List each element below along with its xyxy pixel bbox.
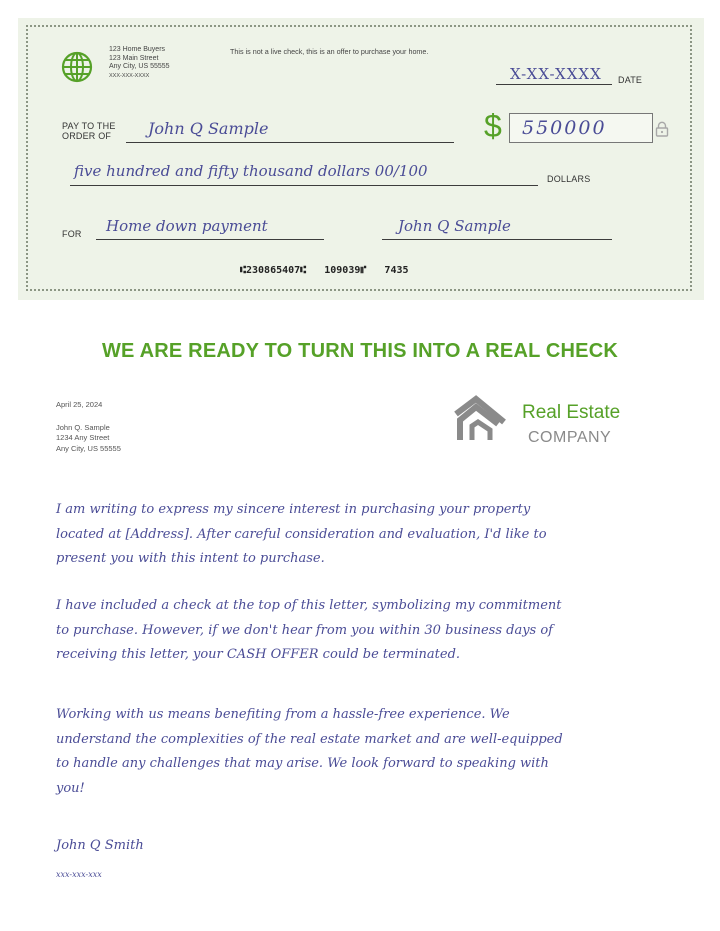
letter-line: Working with us means benefiting from a hassle-free experience. We bbox=[56, 707, 510, 722]
micr-line: ⑆230865407⑆ 109039⑈ 7435 bbox=[240, 265, 409, 276]
headline: WE ARE READY TO TURN THIS INTO A REAL CHECK bbox=[101, 340, 619, 362]
memo-value: Home down payment bbox=[106, 217, 268, 235]
recipient-line: John Q. Sample bbox=[56, 423, 110, 432]
dollars-label: DOLLARS bbox=[547, 174, 591, 184]
letter-paragraph-3 bbox=[56, 703, 656, 801]
letter-line: located at [Address]. After careful consideration and evaluation, I'd like to bbox=[56, 526, 547, 542]
recipient-line: 1234 Any Street bbox=[56, 433, 110, 443]
sender-line: XXX-XXX-XXXX bbox=[109, 72, 150, 79]
pay-to-label bbox=[62, 121, 116, 141]
sender-address bbox=[109, 46, 170, 80]
letter-line: you! bbox=[56, 780, 85, 796]
amount-value: 550000 bbox=[522, 117, 607, 139]
letter-line: I am writing to express my sincere interest in purchasing your property bbox=[56, 502, 531, 517]
amount-box bbox=[509, 113, 653, 143]
globe-icon bbox=[61, 51, 93, 83]
letter-date: April 25, 2024 bbox=[56, 400, 103, 409]
check-signature: John Q Sample bbox=[398, 217, 511, 235]
payee-name: John Q Sample bbox=[148, 119, 269, 138]
letter-line: receiving this letter, your CASH OFFER could be terminated. bbox=[56, 647, 461, 662]
house-logo-icon bbox=[452, 394, 510, 444]
letter-line: present you with this intent to purchase. bbox=[56, 551, 325, 566]
for-label: FOR bbox=[62, 229, 82, 239]
check-notice: This is not a live check, this is an offer to purchase your home. bbox=[230, 47, 429, 56]
amount-words: five hundred and fifty thousand dollars 00/100 bbox=[74, 162, 428, 180]
sender-line: 123 Home Buyers bbox=[109, 46, 166, 53]
signature-underline bbox=[382, 239, 612, 240]
letter-phone: xxx-xxx-xxx bbox=[56, 870, 102, 879]
check bbox=[18, 18, 704, 300]
letter-paragraph-2 bbox=[56, 594, 656, 668]
date-label: DATE bbox=[618, 75, 643, 85]
letter-line: to handle any challenges that may arise. We look forward to speaking with bbox=[56, 756, 549, 771]
memo-underline bbox=[96, 239, 324, 240]
check-date-value: X-XX-XXXX bbox=[510, 65, 602, 83]
letter-line: to purchase. However, if we don't hear from you within 30 business days of bbox=[56, 622, 553, 638]
sender-line: 123 Main Street bbox=[109, 54, 159, 62]
pay-label-line-1: PAY TO THE bbox=[62, 121, 116, 131]
recipient-line: Any City, US 55555 bbox=[56, 443, 121, 453]
company-subtitle: COMPANY bbox=[528, 429, 612, 446]
lock-icon bbox=[655, 121, 669, 137]
recipient-address bbox=[56, 423, 121, 454]
sender-line: Any City, US 55555 bbox=[109, 63, 170, 71]
pay-label-line-2: ORDER OF bbox=[62, 131, 112, 141]
letter-line: I have included a check at the top of this letter, symbolizing my commitment bbox=[56, 598, 562, 613]
dollar-sign: $ bbox=[484, 108, 502, 144]
letter-paragraph-1 bbox=[56, 498, 656, 572]
amount-words-underline bbox=[70, 185, 538, 186]
letter-line: understand the complexities of the real estate market and are well-equipped bbox=[56, 731, 563, 747]
payee-underline bbox=[126, 142, 454, 143]
date-underline bbox=[496, 84, 612, 85]
company-name: Real Estate bbox=[522, 402, 621, 423]
letter-signature: John Q Smith bbox=[56, 838, 144, 853]
